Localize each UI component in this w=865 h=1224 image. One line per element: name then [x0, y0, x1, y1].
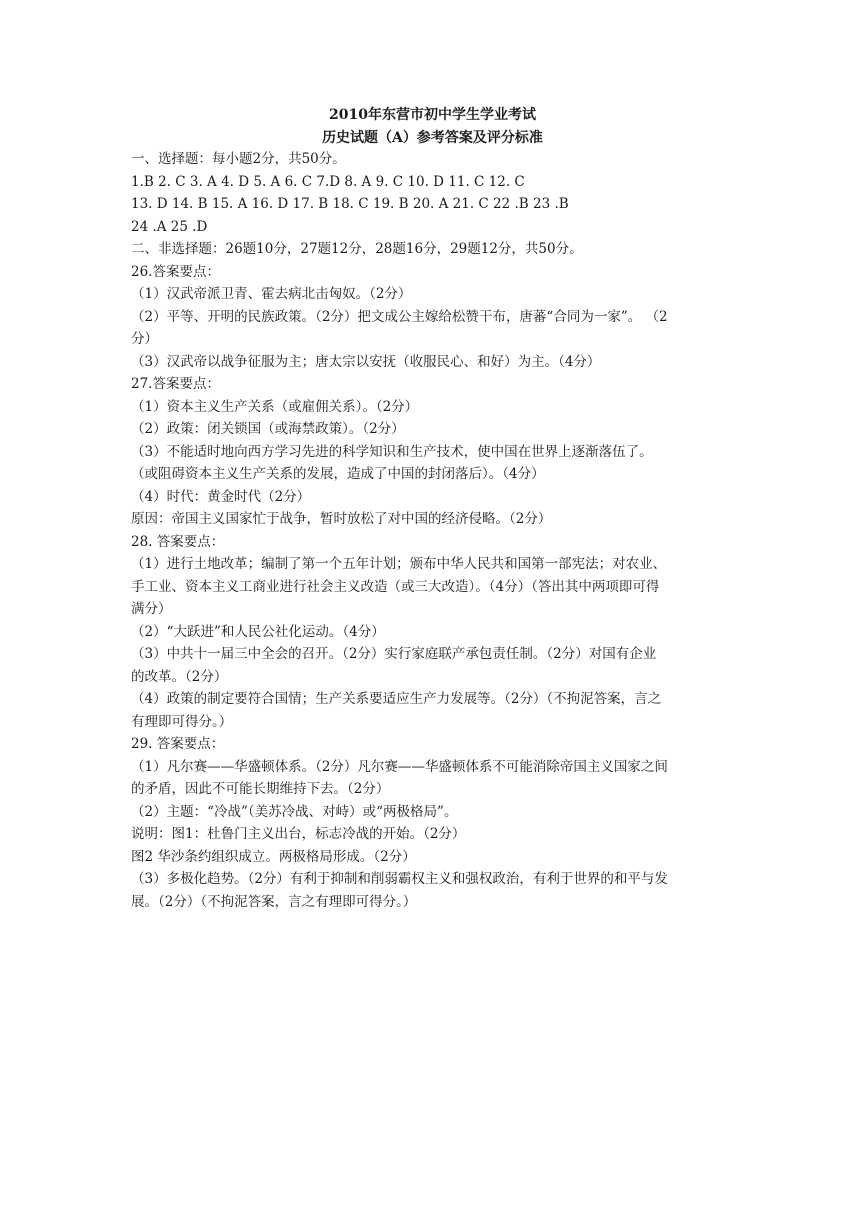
text-line: 原因：帝国主义国家忙于战争，暂时放松了对中国的经济侵略。（2分） [131, 511, 552, 527]
text-line: 一、选择题：每小题2分，共50分。 [131, 151, 346, 167]
text-line: 满分） [131, 601, 172, 617]
text-line: 的改革。（2分） [131, 668, 228, 685]
document-subtitle: 历史试题（A）参考答案及评分标准 [322, 130, 543, 146]
text-line: 27.答案要点： [131, 376, 220, 392]
text-line: 展。（2分）（不拘泥答案，言之有理即可得分。） [131, 893, 417, 910]
text-line: （3）不能适时地向西方学习先进的科学知识和生产技术，使中国在世界上逐渐落伍了。 [131, 443, 653, 460]
text-line: （2）主题：“冷战”（美苏冷战、对峙）或“两极格局”。 [131, 803, 458, 820]
text-line: （3）多极化趋势。（2分）有利于抑制和削弱霸权主义和强权政治，有利于世界的和平与发 [131, 871, 668, 887]
text-line: （1）汉武帝派卫青、霍去病北击匈奴。（2分） [131, 286, 412, 302]
text-line: 29. 答案要点： [131, 736, 225, 752]
text-line: 24 .A 25 .D [131, 218, 208, 235]
text-line: （4）政策的制定要符合国情；生产关系要适应生产力发展等。（2分）（不拘泥答案，言之 [131, 691, 662, 707]
answer-content [131, 148, 743, 913]
text-line: （1）进行土地改革；编制了第一个五年计划；颁布中华人民共和国第一部宪法；对农业、 [131, 556, 667, 572]
text-line: 手工业、资本主义工商业进行社会主义改造（或三大改造）。（4分）（答出其中两项即可得 [131, 578, 660, 595]
text-line: （2）政策：闭关锁国（或海禁政策）。（2分） [131, 421, 405, 437]
text-line: 13. D 14. B 15. A 16. D 17. B 18. C 19. B 20. A 21. C 22 .B 23 .B [131, 196, 569, 212]
text-line: （3）汉武帝以战争征服为主；唐太宗以安抚（收服民心、和好）为主。（4分） [131, 353, 601, 370]
text-line: 1.B 2. C 3. A 4. D 5. A 6. C 7.D 8. A 9. C 10. D 11. C 12. C [131, 173, 525, 190]
text-line: （1）凡尔赛——华盛顿体系。（2分）凡尔赛——华盛顿体系不可能消除帝国主义国家之间 [131, 758, 668, 775]
text-line: （2）“大跃进”和人民公社化运动。（4分） [131, 623, 385, 640]
text-line: 二、非选择题：26题10分，27题12分，28题16分，29题12分，共50分。 [131, 241, 583, 257]
text-line: 26.答案要点： [131, 263, 220, 280]
text-line: （3）中共十一届三中全会的召开。（2分）实行家庭联产承包责任制。（2分）对国有企业 [131, 646, 657, 662]
document-title: 2010年东营市初中学生学业考试 [329, 107, 536, 123]
text-line: 的矛盾，因此不可能长期维持下去。（2分） [131, 781, 390, 797]
text-line: （2）平等、开明的民族政策。（2分）把文成公主嫁给松赞干布，唐蕃“合同为一家”。 （2 [131, 308, 668, 325]
text-line: 图2 华沙条约组织成立。两极格局形成。（2分） [131, 848, 416, 865]
text-line: 分） [131, 331, 158, 347]
text-line: （4）时代：黄金时代（2分） [131, 488, 311, 505]
text-line: 28. 答案要点： [131, 533, 225, 550]
text-line: （或阻碍资本主义生产关系的发展，造成了中国的封闭落后）。（4分） [131, 466, 545, 482]
text-line: （1）资本主义生产关系（或雇佣关系）。（2分） [131, 398, 419, 415]
text-line: 有理即可得分。） [131, 713, 233, 730]
text-line: 说明：图1：杜鲁门主义出台，标志冷战的开始。（2分） [131, 826, 466, 842]
